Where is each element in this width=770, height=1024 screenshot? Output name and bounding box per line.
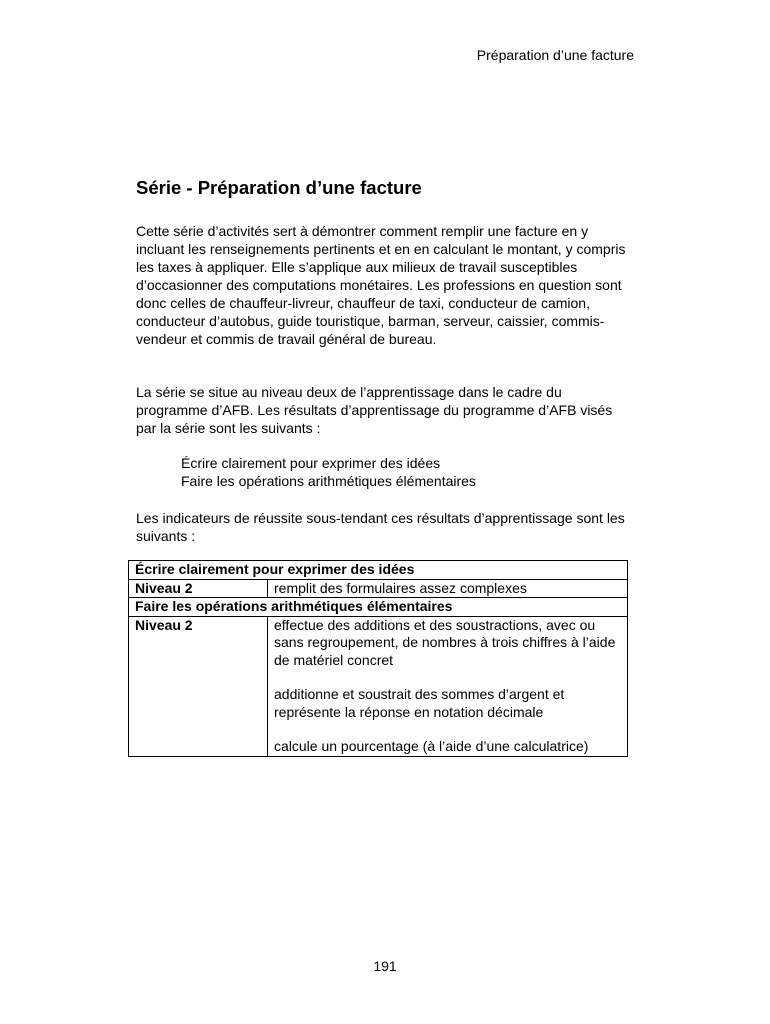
- level-cell: Niveau 2: [129, 616, 268, 756]
- indicators-paragraph: Les indicateurs de réussite sous-tendant ces résultats d’apprentissage sont les suivants :: [136, 510, 625, 544]
- table-row: [129, 579, 628, 598]
- section-heading: Faire les opérations arithmétiques élémentaires: [129, 598, 628, 617]
- indicator-text: remplit des formulaires assez complexes: [274, 579, 527, 596]
- indicator-cell: [268, 579, 628, 598]
- table-section-heading-row: [129, 598, 628, 617]
- section-heading: Écrire clairement pour exprimer des idées: [129, 561, 628, 580]
- table-row: [129, 616, 628, 756]
- indicator-cell: [268, 616, 628, 756]
- page-title: Série - Préparation d’une facture: [136, 177, 422, 198]
- outcome-item: Écrire clairement pour exprimer des idées: [181, 455, 441, 471]
- indicator-text: effectue des additions et des soustractions, avec ou sans regroupement, de nombres à trois chiffres à l’aide de matériel concret: [274, 616, 616, 668]
- outcome-item: Faire les opérations arithmétiques élémentaires: [181, 473, 476, 489]
- indicators-table: [128, 560, 628, 757]
- intro-paragraph: Cette série d’activités sert à démontrer comment remplir une facture en y incluant les renseignements pertinents et en en calculant le montant, y compris les taxes à appliquer. Elle s’applique aux milieux de travail susceptibles d’occasionner des computations monétaires. Les professions en question sont donc celles de chauffeur-livreur, chauffeur de taxi, conducteur de camion, conducteur d’autobus, guide touristique, barman, serveur, caissier, commis-vendeur et commis de travail général de bureau.: [136, 223, 626, 347]
- learning-outcomes-list: [181, 454, 476, 490]
- indicator-text: calcule un pourcentage (à l’aide d’une calculatrice): [274, 738, 589, 754]
- table-section-heading-row: [129, 561, 628, 580]
- running-header: Préparation d’une facture: [476, 47, 634, 63]
- level-paragraph: La série se situe au niveau deux de l’apprentissage dans le cadre du programme d’AFB. Les résultats d’apprentissage du programme d’AFB visés par la série sont les suivants :: [136, 384, 613, 436]
- indicator-text: additionne et soustrait des sommes d’argent et représente la réponse en notation décimale: [274, 686, 565, 720]
- level-cell: Niveau 2: [129, 579, 268, 598]
- page-number: 191: [373, 958, 397, 974]
